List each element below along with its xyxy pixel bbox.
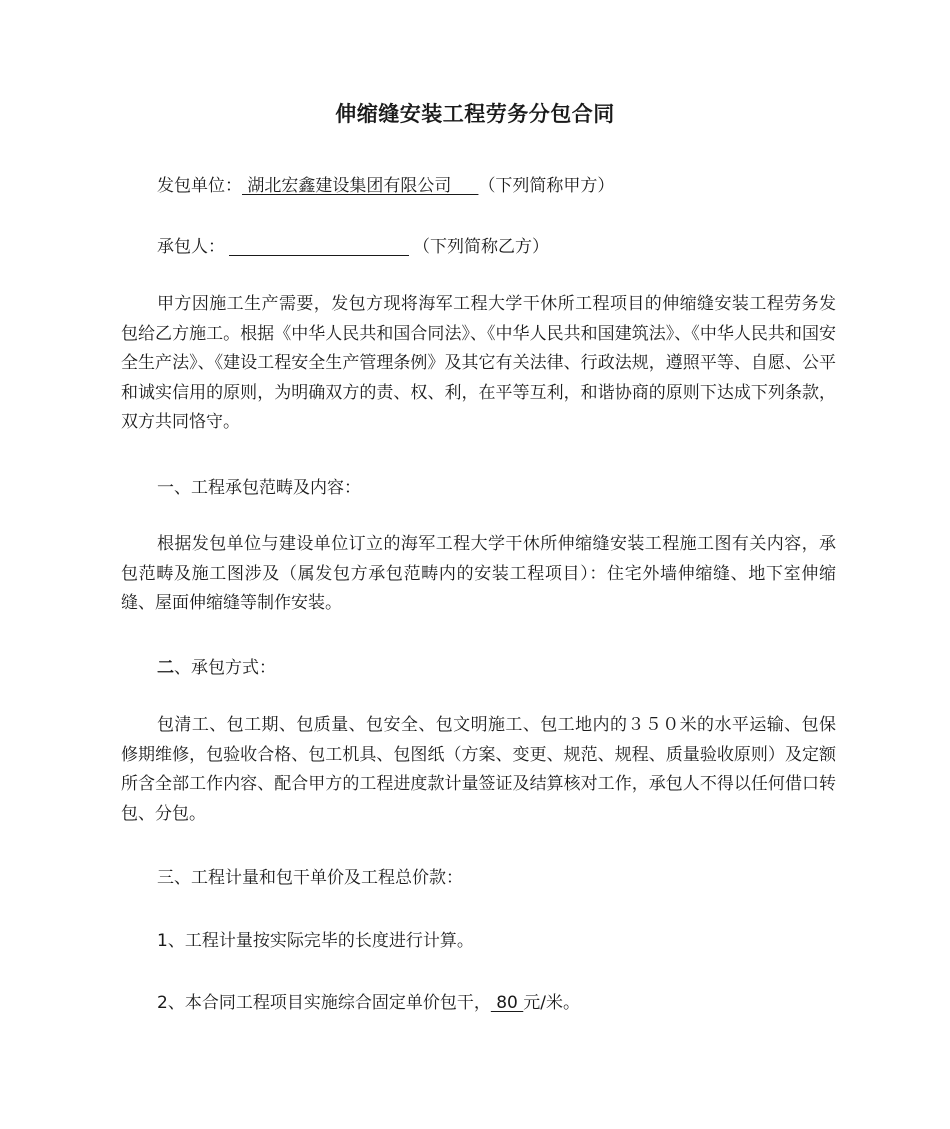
- contractor-label: 承包人：: [157, 237, 225, 257]
- document-title: 伸缩缝安装工程劳务分包合同: [335, 102, 615, 126]
- section1-paragraph: 根据发包单位与建设单位订立的海军工程大学干休所伸缩缝安装工程施工图有关内容，承包范畴及施工图涉及（属发包方承包范畴内的安装工程项目）：住宅外墙伸缩缝、地下室伸缩缝、屋面伸缩缝等制作安装。: [121, 534, 836, 613]
- employer-name: 湖北宏鑫建设集团有限公司: [242, 176, 479, 196]
- section2-heading-text: 、承包方式：: [174, 658, 276, 678]
- contractor-blank: [229, 237, 409, 256]
- item-2: [157, 988, 580, 1013]
- section3-heading: 三、工程计量和包干单价及工程总价款：: [157, 868, 463, 888]
- item2-suffix: 元/米。: [523, 993, 581, 1013]
- item2-prefix: 2、本合同工程项目实施综合固定单价包干，: [157, 993, 491, 1013]
- section1-heading: 一、工程承包范畴及内容：: [157, 478, 361, 498]
- employer-label: 发包单位：: [157, 176, 242, 196]
- unit-price: 80: [490, 993, 524, 1013]
- employer-suffix: （下列简称甲方）: [478, 176, 615, 196]
- section2-heading: [157, 653, 276, 678]
- contractor-line: [157, 232, 549, 257]
- section2-number: 二: [157, 658, 174, 678]
- section2-paragraph: 包清工、包工期、包质量、包安全、包文明施工、包工地内的３５０米的水平运输、包保修期维修，包验收合格、包工机具、包图纸（方案、变更、规范、规程、质量验收原则）及定额所含全部工作内容、配合甲方的工程进度款计量签证及结算核对工作，承包人不得以任何借口转包、分包。: [121, 715, 836, 824]
- contractor-suffix: （下列简称乙方）: [413, 237, 549, 257]
- intro-paragraph: 甲方因施工生产需要，发包方现将海军工程大学干休所工程项目的伸缩缝安装工程劳务发包给乙方施工。根据《中华人民共和国合同法》、《中华人民共和国建筑法》、《中华人民共和国安全生产法》、《建设工程安全生产管理条例》及其它有关法律、行政法规，遵照平等、自愿、公平和诚实信用的原则，为明确双方的责、权、利，在平等互利，和谐协商的原则下达成下列条款，双方共同恪守。: [121, 294, 836, 432]
- employer-line: [157, 171, 614, 196]
- item-1: 1、工程计量按实际完毕的长度进行计算。: [157, 931, 474, 951]
